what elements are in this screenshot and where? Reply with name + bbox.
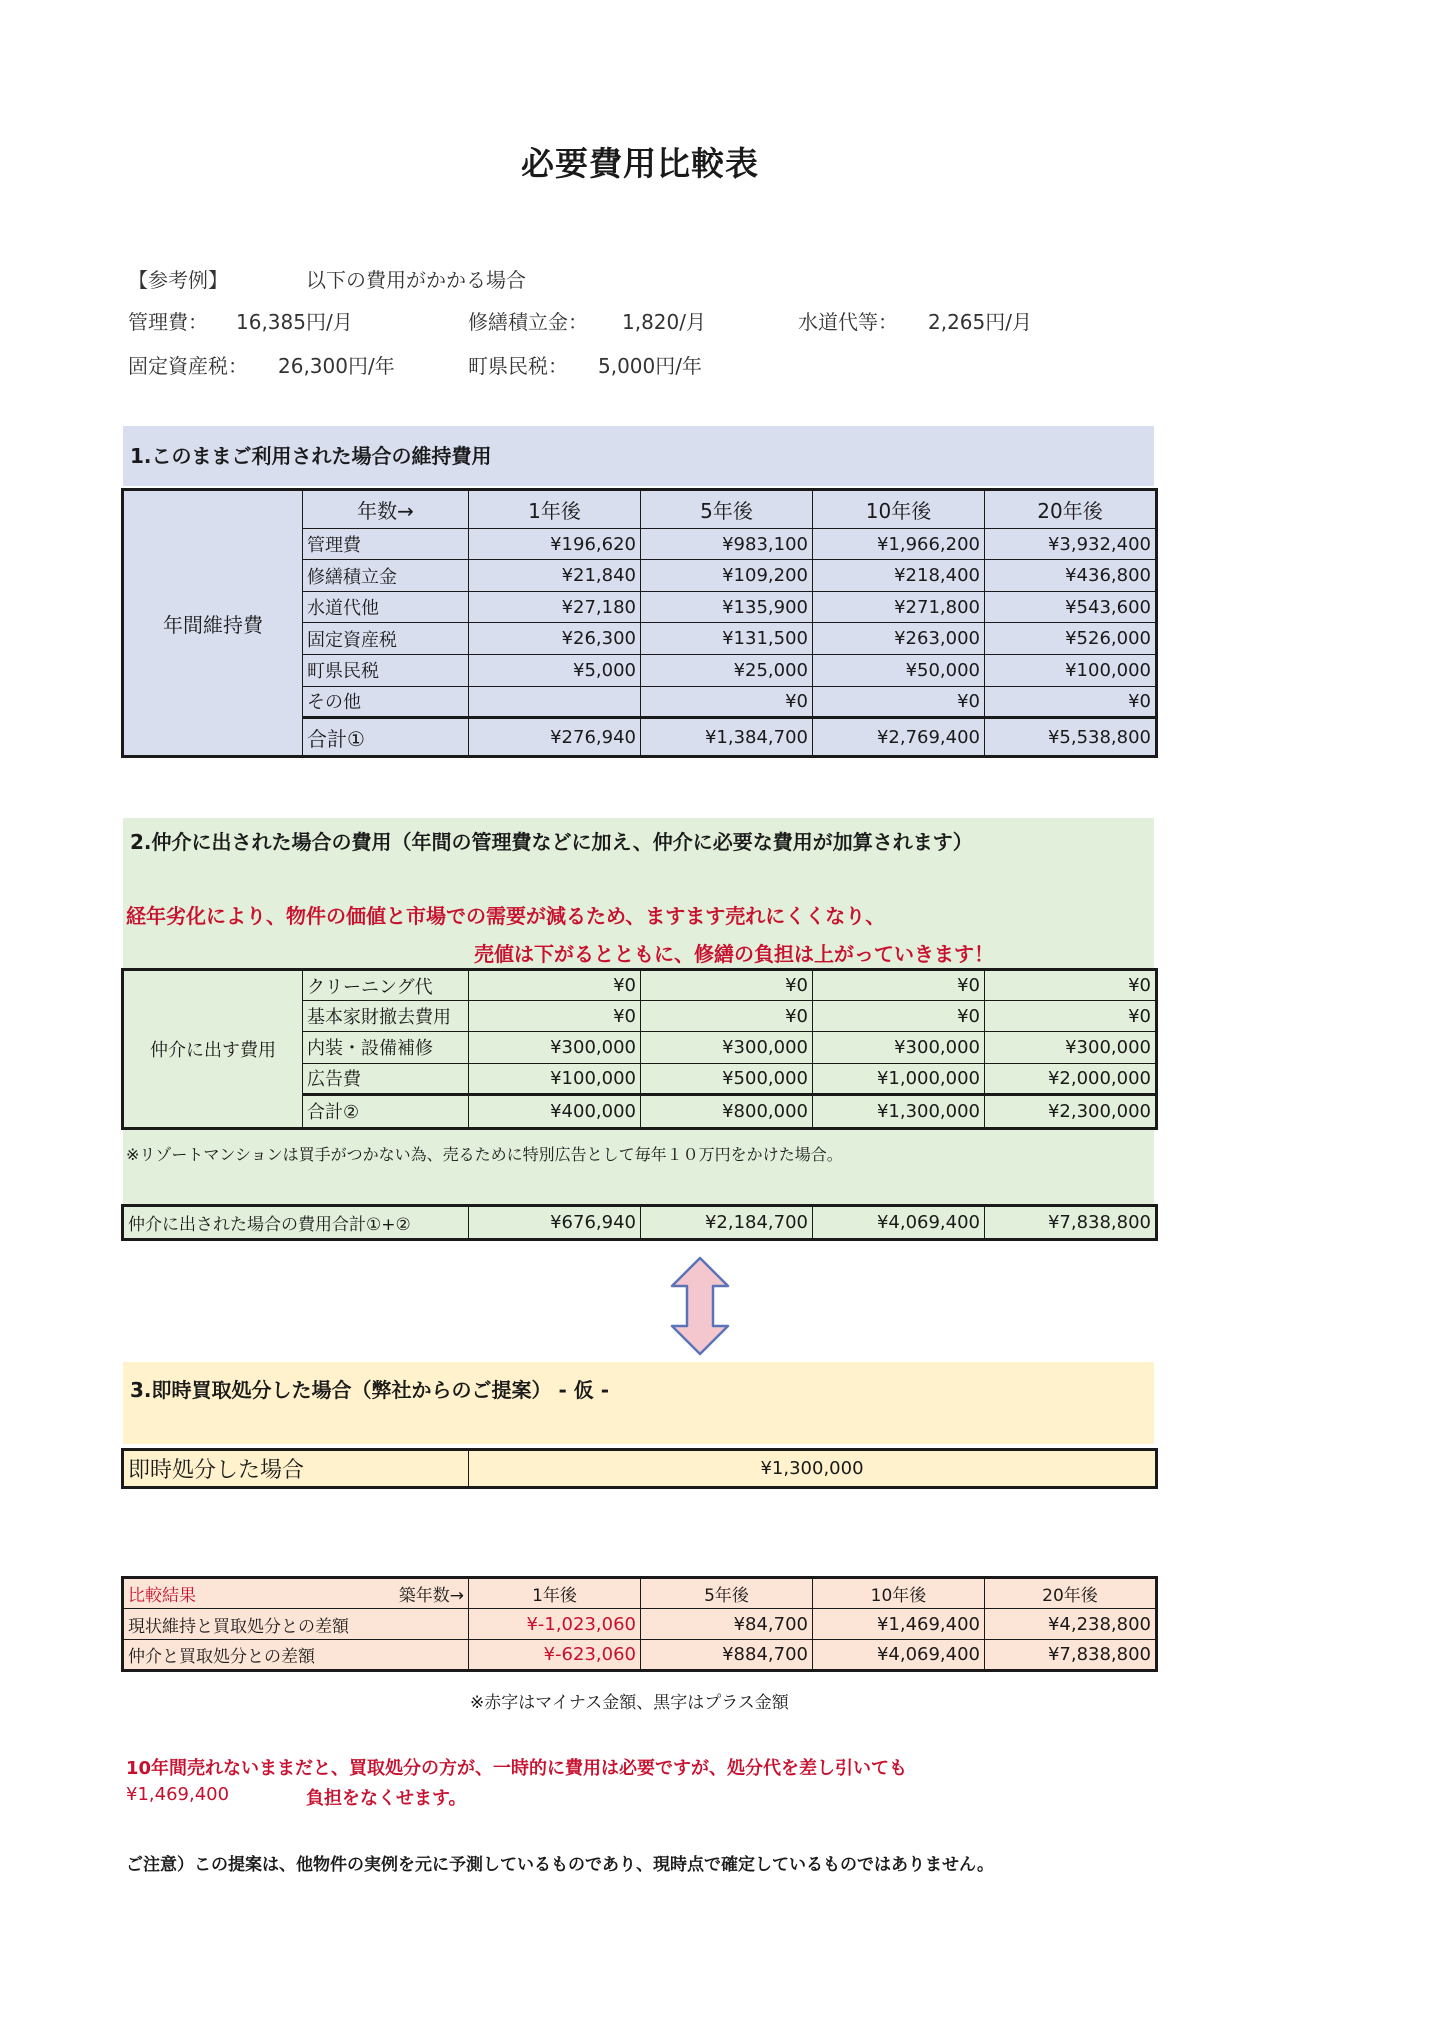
cell-value: ¥0: [813, 970, 985, 1001]
cell-value: ¥3,932,400: [985, 528, 1157, 560]
brokerage-table: [121, 968, 1158, 1130]
ref-val-choken: 5,000円/年: [598, 354, 702, 378]
ref-val-kanrihi: 16,385円/月: [236, 310, 353, 334]
row-label: クリーニング代: [303, 970, 469, 1001]
header-20y: 20年後: [985, 490, 1157, 529]
comparison-header-row: [123, 1578, 1157, 1609]
total-label: 合計①: [303, 718, 469, 757]
cell-value: ¥4,069,400: [813, 1640, 985, 1671]
cell-value: ¥5,000: [469, 655, 641, 687]
buyout-label: 即時処分した場合: [123, 1450, 469, 1488]
total-value: ¥2,300,000: [985, 1094, 1157, 1128]
total-value: ¥1,300,000: [813, 1094, 985, 1128]
cell-value: ¥983,100: [641, 528, 813, 560]
sum-value: ¥676,940: [469, 1206, 641, 1240]
section2-title: 2.仲介に出された場合の費用（年間の管理費などに加え、仲介に必要な費用が加算されます）: [130, 830, 973, 854]
conclusion-line-2: 負担をなくせます。: [306, 1788, 467, 1809]
cell-value: ¥300,000: [469, 1032, 641, 1063]
buyout-table: [121, 1448, 1158, 1489]
page-title: 必要費用比較表: [521, 144, 759, 183]
total-value: ¥1,384,700: [641, 718, 813, 757]
cell-value: ¥0: [985, 686, 1157, 718]
cell-value: [469, 686, 641, 718]
brokerage-sum-table: [121, 1204, 1158, 1241]
cell-value: ¥1,966,200: [813, 528, 985, 560]
cell-value: ¥0: [469, 970, 641, 1001]
buyout-value: ¥1,300,000: [469, 1450, 1157, 1488]
cell-value: ¥21,840: [469, 560, 641, 592]
buyout-row: [123, 1450, 1157, 1488]
reference-desc: 以下の費用がかかる場合: [306, 268, 526, 292]
cell-value: ¥884,700: [641, 1640, 813, 1671]
maintenance-header-row: [123, 490, 1157, 529]
cell-value: ¥135,900: [641, 591, 813, 623]
double-arrow-icon: [668, 1256, 732, 1356]
table-row: [123, 1609, 1157, 1640]
warning-line-2: 売値は下がるとともに、修繕の負担は上がっていきます！: [474, 942, 994, 966]
table-row: [123, 1640, 1157, 1671]
caution-note: ご注意）この提案は、他物件の実例を元に予測しているものであり、現時点で確定しているものではありません。: [126, 1855, 995, 1875]
header-5y: 5年後: [641, 1578, 813, 1609]
conclusion-line-1: 10年間売れないままだと、買取処分の方が、一時的に費用は必要ですが、処分代を差し引いても: [126, 1758, 908, 1779]
brokerage-note: ※リゾートマンションは買手がつかない為、売るために特別広告として毎年１０万円をかけた場合。: [126, 1145, 843, 1164]
header-20y: 20年後: [985, 1578, 1157, 1609]
warning-line-1: 経年劣化により、物件の価値と市場での需要が減るため、ますます売れにくくなり、: [126, 904, 886, 928]
cell-value: ¥25,000: [641, 655, 813, 687]
cell-value: ¥0: [641, 686, 813, 718]
cell-value: ¥218,400: [813, 560, 985, 592]
header-10y: 10年後: [813, 490, 985, 529]
total-label: 合計②: [303, 1094, 469, 1128]
comparison-header-label: 比較結果: [128, 1586, 196, 1606]
total-value: ¥2,769,400: [813, 718, 985, 757]
cell-value: ¥271,800: [813, 591, 985, 623]
cell-value: ¥1,000,000: [813, 1063, 985, 1094]
total-value: ¥800,000: [641, 1094, 813, 1128]
sum-row: [123, 1206, 1157, 1240]
row-label: 内装・設備補修: [303, 1032, 469, 1063]
cell-value: ¥100,000: [469, 1063, 641, 1094]
header-5y: 5年後: [641, 490, 813, 529]
cell-value: ¥500,000: [641, 1063, 813, 1094]
ref-key-shuzen: 修繕積立金：: [468, 310, 588, 334]
total-value: ¥5,538,800: [985, 718, 1157, 757]
row-label: 広告費: [303, 1063, 469, 1094]
cell-value: ¥436,800: [985, 560, 1157, 592]
cell-value: ¥526,000: [985, 623, 1157, 655]
cell-value-negative: ¥-623,060: [469, 1640, 641, 1671]
cell-value: ¥0: [985, 970, 1157, 1001]
cell-value: ¥27,180: [469, 591, 641, 623]
cell-value: ¥300,000: [813, 1032, 985, 1063]
cell-value: ¥300,000: [641, 1032, 813, 1063]
cell-value: ¥50,000: [813, 655, 985, 687]
ref-key-kotei: 固定資産税：: [128, 354, 248, 378]
header-1y: 1年後: [469, 490, 641, 529]
row-label: 基本家財撤去費用: [303, 1001, 469, 1032]
section3-title: 3.即時買取処分した場合（弊社からのご提案） - 仮 -: [130, 1378, 610, 1402]
brokerage-group-label: 仲介に出す費用: [123, 970, 303, 1129]
total-value: ¥276,940: [469, 718, 641, 757]
cell-value: ¥26,300: [469, 623, 641, 655]
maintenance-group-label: 年間維持費: [123, 490, 303, 757]
cell-value: ¥543,600: [985, 591, 1157, 623]
header-years: 年数→: [303, 490, 469, 529]
row-label: 仲介と買取処分との差額: [123, 1640, 469, 1671]
ref-val-suido: 2,265円/月: [928, 310, 1032, 334]
cell-value: ¥2,000,000: [985, 1063, 1157, 1094]
sum-value: ¥7,838,800: [985, 1206, 1157, 1240]
table-row: [123, 970, 1157, 1001]
row-label: 町県民税: [303, 655, 469, 687]
ref-key-suido: 水道代等：: [798, 310, 898, 334]
row-label: その他: [303, 686, 469, 718]
comparison-note: ※赤字はマイナス金額、黒字はプラス金額: [470, 1693, 789, 1713]
cell-value: ¥196,620: [469, 528, 641, 560]
sum-label: 仲介に出された場合の費用合計①+②: [123, 1206, 469, 1240]
ref-key-kanrihi: 管理費：: [128, 310, 208, 334]
header-10y: 10年後: [813, 1578, 985, 1609]
cell-value: ¥84,700: [641, 1609, 813, 1640]
cell-value: ¥7,838,800: [985, 1640, 1157, 1671]
row-label: 水道代他: [303, 591, 469, 623]
ref-val-shuzen: 1,820/月: [622, 310, 706, 334]
sum-value: ¥4,069,400: [813, 1206, 985, 1240]
cell-value: ¥0: [641, 970, 813, 1001]
cell-value: ¥263,000: [813, 623, 985, 655]
row-label: 修繕積立金: [303, 560, 469, 592]
comparison-header-cell: [123, 1578, 469, 1609]
cell-value: ¥0: [469, 1001, 641, 1032]
reference-label: 【参考例】: [128, 268, 228, 292]
header-1y: 1年後: [469, 1578, 641, 1609]
cell-value-negative: ¥-1,023,060: [469, 1609, 641, 1640]
section1-title: 1.このままご利用された場合の維持費用: [130, 444, 492, 468]
row-label: 固定資産税: [303, 623, 469, 655]
total-value: ¥400,000: [469, 1094, 641, 1128]
cell-value: ¥0: [985, 1001, 1157, 1032]
ref-key-choken: 町県民税：: [468, 354, 568, 378]
sum-value: ¥2,184,700: [641, 1206, 813, 1240]
ref-val-kotei: 26,300円/年: [278, 354, 395, 378]
row-label: 管理費: [303, 528, 469, 560]
comparison-header-years: 築年数→: [398, 1586, 464, 1606]
cell-value: ¥300,000: [985, 1032, 1157, 1063]
cell-value: ¥1,469,400: [813, 1609, 985, 1640]
row-label: 現状維持と買取処分との差額: [123, 1609, 469, 1640]
comparison-table: [121, 1576, 1158, 1672]
maintenance-table: [121, 488, 1158, 758]
cell-value: ¥131,500: [641, 623, 813, 655]
cell-value: ¥0: [813, 686, 985, 718]
conclusion-amount: ¥1,469,400: [126, 1784, 230, 1805]
cell-value: ¥0: [813, 1001, 985, 1032]
cell-value: ¥109,200: [641, 560, 813, 592]
cell-value: ¥100,000: [985, 655, 1157, 687]
cell-value: ¥0: [641, 1001, 813, 1032]
cell-value: ¥4,238,800: [985, 1609, 1157, 1640]
